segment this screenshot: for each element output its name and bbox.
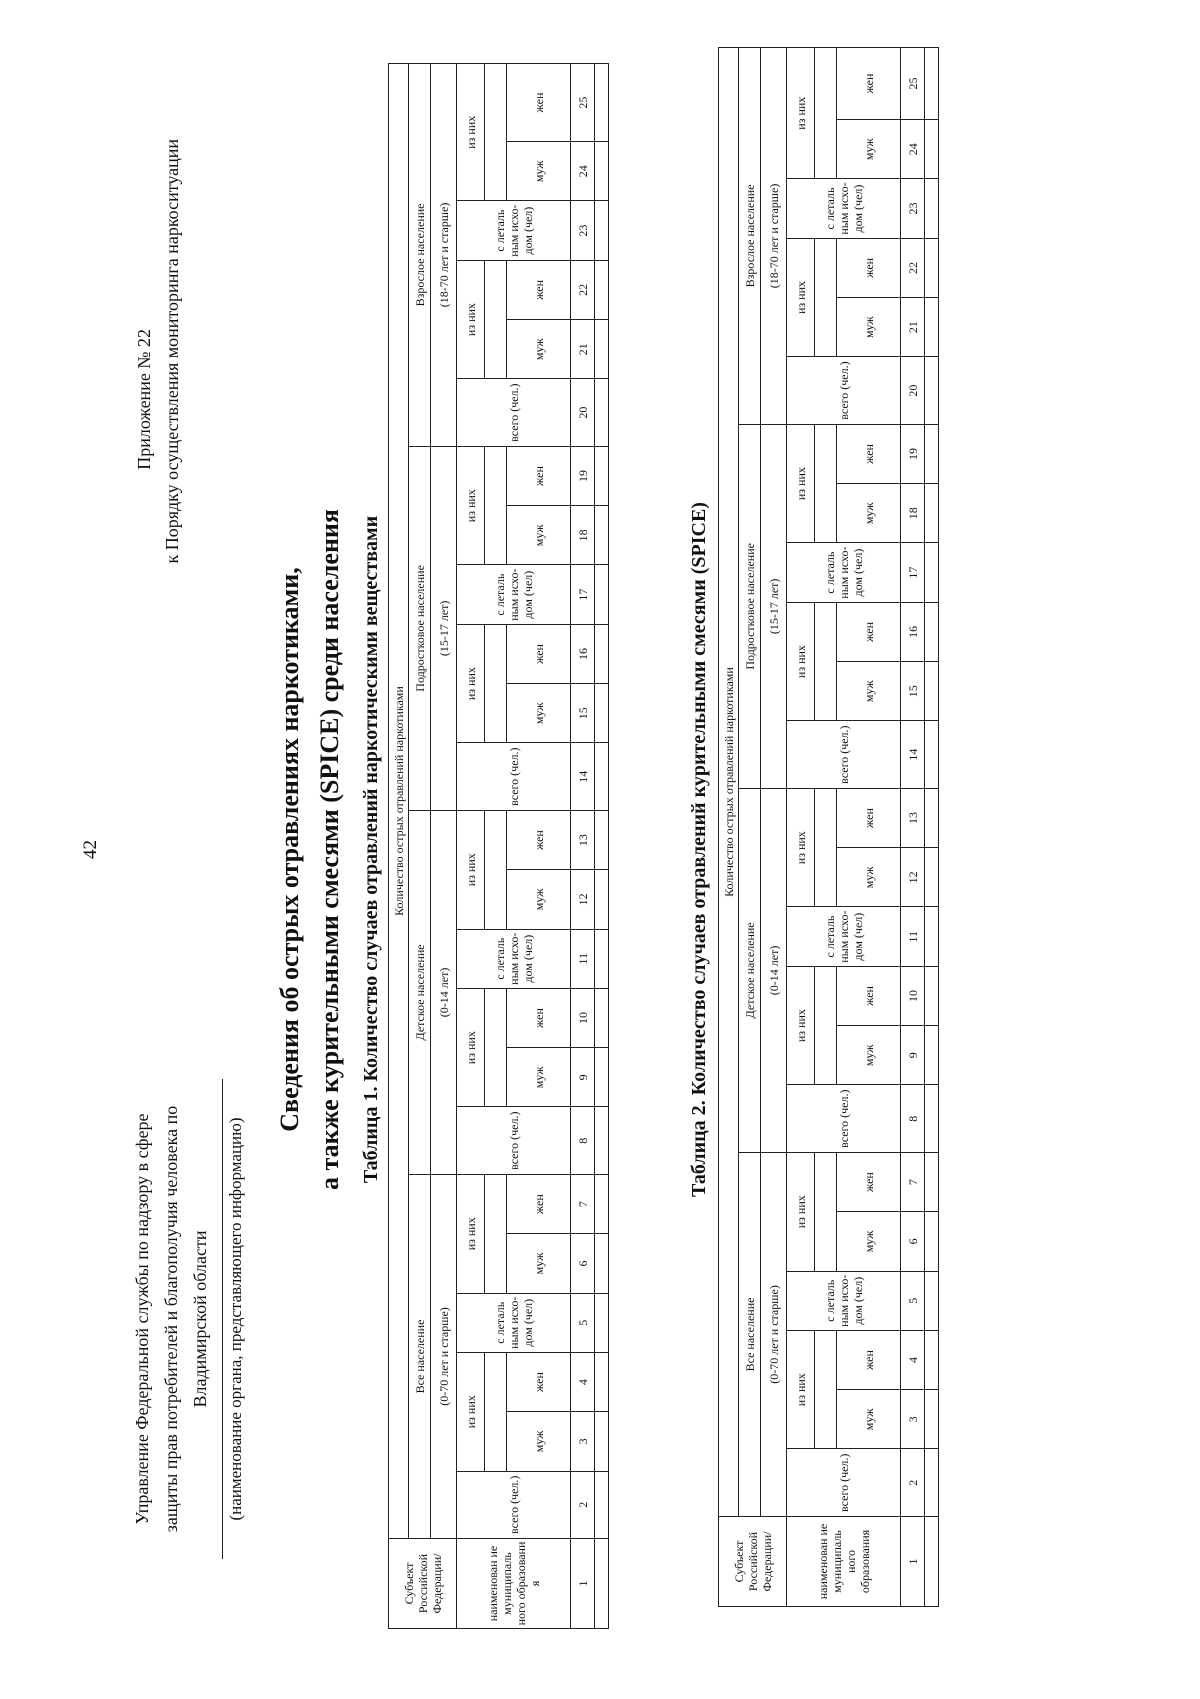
column-number: 4 xyxy=(571,1352,595,1411)
table-1-caption: Таблица 1. Количество случаев отравлений наркотическими веществами xyxy=(360,515,382,1184)
data-cell[interactable] xyxy=(595,506,609,565)
data-cell[interactable] xyxy=(595,1412,609,1471)
header-subject: Субъект Российской Федерации/ xyxy=(389,1539,457,1629)
header-lethal: с леталь ным исхо- дом (чел) xyxy=(787,907,901,966)
data-cell[interactable] xyxy=(595,870,609,929)
data-cell[interactable] xyxy=(595,64,609,142)
table-1 xyxy=(388,63,609,1629)
data-cell[interactable] xyxy=(925,848,939,907)
data-cell[interactable] xyxy=(925,238,939,297)
data-cell[interactable] xyxy=(925,424,939,483)
header-male: муж xyxy=(837,1212,901,1271)
header-lethal: с леталь ным исхо- дом (чел) xyxy=(787,1271,901,1330)
header-total-persons: всего (чел.) xyxy=(787,721,901,789)
column-number: 6 xyxy=(901,1212,925,1271)
group-all-name: Все население xyxy=(739,1152,761,1516)
column-number: 15 xyxy=(901,662,925,721)
data-cell[interactable] xyxy=(595,988,609,1047)
header-male: муж xyxy=(837,298,901,357)
header-of-them: из них xyxy=(457,988,485,1107)
data-cell[interactable] xyxy=(595,929,609,988)
header-municipality: наименован ие муниципаль ного образовани я xyxy=(457,1539,571,1629)
header-of-them: из них xyxy=(457,810,485,929)
header-female: жен xyxy=(507,810,571,869)
column-number: 13 xyxy=(571,810,595,869)
appendix-reference: к Порядку осуществления мониторинга наркоситуации xyxy=(162,139,182,564)
document-title-line-1: Сведения об острых отравлениях наркотиками, xyxy=(275,567,304,1132)
header-lethal: с леталь ным исхо- дом (чел) xyxy=(457,929,571,988)
header-male: муж xyxy=(837,1026,901,1085)
column-number: 22 xyxy=(901,238,925,297)
data-cell[interactable] xyxy=(925,1390,939,1449)
header-female: жен xyxy=(837,424,901,483)
header-male: муж xyxy=(507,1234,571,1293)
header-female: жен xyxy=(837,48,901,120)
column-number: 11 xyxy=(571,929,595,988)
header-of-them: из них xyxy=(787,1330,815,1449)
header-lethal: с леталь ным исхо- дом (чел) xyxy=(787,179,901,238)
header-of-them: из них xyxy=(457,1174,485,1293)
data-cell[interactable] xyxy=(595,201,609,260)
column-number: 18 xyxy=(901,484,925,543)
column-number: 2 xyxy=(901,1449,925,1517)
header-female: жен xyxy=(837,602,901,661)
header-female: жен xyxy=(507,446,571,505)
header-spacer xyxy=(485,1352,507,1471)
document-title xyxy=(270,0,350,1699)
data-cell[interactable] xyxy=(595,1174,609,1233)
column-number: 1 xyxy=(901,1517,925,1607)
column-number: 25 xyxy=(571,64,595,142)
data-cell[interactable] xyxy=(925,1271,939,1330)
group-teens-name: Подростковое население xyxy=(409,446,431,810)
header-male: муж xyxy=(507,1412,571,1471)
header-spacer xyxy=(815,966,837,1085)
data-row xyxy=(925,48,939,1607)
data-cell[interactable] xyxy=(925,543,939,602)
group-teens-range: (15-17 лет) xyxy=(761,424,787,788)
header-total-persons: всего (чел.) xyxy=(787,1449,901,1517)
column-number-row xyxy=(571,64,595,1629)
header-female: жен xyxy=(507,260,571,319)
group-all-range: (0-70 лет и старше) xyxy=(761,1152,787,1516)
group-adults-name: Взрослое население xyxy=(739,48,761,425)
column-number: 19 xyxy=(901,424,925,483)
column-number: 12 xyxy=(571,870,595,929)
header-male: муж xyxy=(507,506,571,565)
column-number: 16 xyxy=(901,602,925,661)
header-spacer xyxy=(485,446,507,565)
column-number: 14 xyxy=(901,721,925,789)
data-cell[interactable] xyxy=(925,48,939,120)
data-cell[interactable] xyxy=(925,1085,939,1153)
header-spacer xyxy=(815,424,837,543)
header-total-persons: всего (чел.) xyxy=(457,1107,571,1174)
column-number: 9 xyxy=(571,1048,595,1107)
data-cell[interactable] xyxy=(595,1107,609,1174)
header-male: муж xyxy=(507,320,571,379)
data-cell[interactable] xyxy=(595,1048,609,1107)
data-cell[interactable] xyxy=(925,1026,939,1085)
data-cell[interactable] xyxy=(595,1293,609,1352)
header-of-them: из них xyxy=(457,64,485,201)
column-number: 5 xyxy=(901,1271,925,1330)
data-cell[interactable] xyxy=(595,743,609,810)
header-spacer xyxy=(815,1330,837,1449)
column-number: 2 xyxy=(571,1471,595,1538)
column-number: 21 xyxy=(571,320,595,379)
data-cell[interactable] xyxy=(595,810,609,869)
header-spacer xyxy=(815,602,837,721)
column-number: 24 xyxy=(901,120,925,179)
column-number: 1 xyxy=(571,1539,595,1629)
group-teens-range: (15-17 лет) xyxy=(431,446,457,810)
header-total-cases: Количество острых отравлений наркотиками xyxy=(389,64,409,1539)
header-of-them: из них xyxy=(787,788,815,907)
column-number: 10 xyxy=(571,988,595,1047)
column-number: 3 xyxy=(571,1412,595,1471)
column-number: 9 xyxy=(901,1026,925,1085)
data-cell[interactable] xyxy=(925,1517,939,1607)
header-male: муж xyxy=(837,662,901,721)
data-cell[interactable] xyxy=(595,446,609,505)
column-number: 6 xyxy=(571,1234,595,1293)
header-of-them: из них xyxy=(457,624,485,743)
group-children-range: (0-14 лет) xyxy=(431,810,457,1174)
column-number: 15 xyxy=(571,684,595,743)
column-number: 14 xyxy=(571,743,595,810)
appendix-note xyxy=(130,139,186,1699)
header-male: муж xyxy=(507,870,571,929)
data-cell[interactable] xyxy=(595,1471,609,1538)
data-cell[interactable] xyxy=(595,142,609,201)
header-lethal: с леталь ным исхо- дом (чел) xyxy=(457,201,571,260)
data-cell[interactable] xyxy=(595,1352,609,1411)
column-number: 7 xyxy=(901,1152,925,1211)
header-municipality: наименован ие муниципаль ного образования xyxy=(787,1517,901,1607)
data-cell[interactable] xyxy=(595,1539,609,1629)
header-female: жен xyxy=(837,1152,901,1211)
header-of-them: из них xyxy=(787,238,815,357)
header-male: муж xyxy=(507,142,571,201)
header-female: жен xyxy=(507,1352,571,1411)
group-children-range: (0-14 лет) xyxy=(761,788,787,1152)
header-female: жен xyxy=(507,624,571,683)
data-cell[interactable] xyxy=(925,662,939,721)
table-2 xyxy=(718,47,939,1607)
header-male: муж xyxy=(507,684,571,743)
organization-underline xyxy=(222,1079,223,1559)
header-total-persons: всего (чел.) xyxy=(457,1471,571,1538)
header-female: жен xyxy=(837,788,901,847)
header-female: жен xyxy=(507,1174,571,1233)
organization-line-1: Управление Федеральной службы по надзору в сфере xyxy=(132,1113,152,1525)
data-cell[interactable] xyxy=(925,1152,939,1211)
header-spacer xyxy=(485,64,507,201)
header-of-them: из них xyxy=(787,602,815,721)
column-number: 22 xyxy=(571,260,595,319)
group-all-range: (0-70 лет и старше) xyxy=(431,1174,457,1538)
page-number: 42 xyxy=(80,840,101,859)
data-cell[interactable] xyxy=(595,684,609,743)
header-female: жен xyxy=(837,238,901,297)
data-cell[interactable] xyxy=(595,565,609,624)
data-cell[interactable] xyxy=(925,1212,939,1271)
header-of-them: из них xyxy=(457,446,485,565)
column-number: 20 xyxy=(901,357,925,425)
data-cell[interactable] xyxy=(595,260,609,319)
data-cell[interactable] xyxy=(925,788,939,847)
column-number: 21 xyxy=(901,298,925,357)
data-cell[interactable] xyxy=(595,379,609,446)
data-cell[interactable] xyxy=(925,357,939,425)
header-of-them: из них xyxy=(787,1152,815,1271)
data-cell[interactable] xyxy=(925,721,939,789)
group-children-name: Детское население xyxy=(409,810,431,1174)
column-number: 10 xyxy=(901,966,925,1025)
data-cell[interactable] xyxy=(925,1330,939,1389)
column-number: 11 xyxy=(901,907,925,966)
data-cell[interactable] xyxy=(925,1449,939,1517)
column-number: 17 xyxy=(571,565,595,624)
data-cell[interactable] xyxy=(925,602,939,661)
data-cell[interactable] xyxy=(925,907,939,966)
data-cell[interactable] xyxy=(925,966,939,1025)
data-row xyxy=(595,64,609,1629)
column-number: 24 xyxy=(571,142,595,201)
organization-line-2: защиты прав потребителей и благополучия человека по xyxy=(161,1105,181,1533)
header-female: жен xyxy=(507,64,571,142)
header-male: муж xyxy=(507,1048,571,1107)
organization-line-3: Владимирской области xyxy=(190,1230,210,1408)
header-subject: Субъект Российской Федерации/ xyxy=(719,1517,787,1607)
header-female: жен xyxy=(507,988,571,1047)
header-spacer xyxy=(485,1174,507,1293)
appendix-number: Приложение № 22 xyxy=(134,329,154,470)
column-number: 12 xyxy=(901,848,925,907)
column-number: 7 xyxy=(571,1174,595,1233)
header-lethal: с леталь ным исхо- дом (чел) xyxy=(787,543,901,602)
data-cell[interactable] xyxy=(595,320,609,379)
header-total-persons: всего (чел.) xyxy=(787,1085,901,1153)
column-number: 13 xyxy=(901,788,925,847)
header-spacer xyxy=(485,810,507,929)
data-cell[interactable] xyxy=(925,484,939,543)
header-of-them: из них xyxy=(457,1352,485,1471)
header-male: муж xyxy=(837,1390,901,1449)
group-teens-name: Подростковое население xyxy=(739,424,761,788)
document-title-line-2: а также курительными смесями (SPICE) среди населения xyxy=(315,509,344,1190)
header-total-persons: всего (чел.) xyxy=(457,743,571,810)
column-number: 8 xyxy=(571,1107,595,1174)
column-number: 18 xyxy=(571,506,595,565)
header-female: жен xyxy=(837,966,901,1025)
column-number: 23 xyxy=(901,179,925,238)
header-lethal: с леталь ным исхо- дом (чел) xyxy=(457,1293,571,1352)
header-male: муж xyxy=(837,120,901,179)
data-cell[interactable] xyxy=(925,179,939,238)
header-spacer xyxy=(815,788,837,907)
header-spacer xyxy=(815,238,837,357)
column-number: 23 xyxy=(571,201,595,260)
header-total-persons: всего (чел.) xyxy=(457,379,571,446)
group-adults-name: Взрослое население xyxy=(409,64,431,447)
header-male: муж xyxy=(837,484,901,543)
column-number: 3 xyxy=(901,1390,925,1449)
column-number: 16 xyxy=(571,624,595,683)
data-cell[interactable] xyxy=(925,298,939,357)
column-number: 4 xyxy=(901,1330,925,1389)
group-all-name: Все население xyxy=(409,1174,431,1538)
column-number-row xyxy=(901,48,925,1607)
header-total-persons: всего (чел.) xyxy=(787,357,901,425)
header-of-them: из них xyxy=(787,48,815,179)
header-of-them: из них xyxy=(787,424,815,543)
header-total-cases: Количество острых отравлений наркотиками xyxy=(719,48,739,1517)
header-of-them: из них xyxy=(457,260,485,379)
header-spacer xyxy=(485,260,507,379)
data-cell[interactable] xyxy=(595,1234,609,1293)
column-number: 17 xyxy=(901,543,925,602)
header-spacer xyxy=(485,624,507,743)
data-cell[interactable] xyxy=(595,624,609,683)
column-number: 5 xyxy=(571,1293,595,1352)
data-cell[interactable] xyxy=(925,120,939,179)
column-number: 25 xyxy=(901,48,925,120)
group-adults-range: (18-70 лет и старше) xyxy=(761,48,787,425)
column-number: 8 xyxy=(901,1085,925,1153)
group-children-name: Детское население xyxy=(739,788,761,1152)
header-male: муж xyxy=(837,848,901,907)
header-spacer xyxy=(815,48,837,179)
header-spacer xyxy=(485,988,507,1107)
column-number: 19 xyxy=(571,446,595,505)
header-spacer xyxy=(815,1152,837,1271)
organization-caption: (наименование органа, представляющего информацию) xyxy=(226,1117,245,1521)
header-female: жен xyxy=(837,1330,901,1389)
column-number: 20 xyxy=(571,379,595,446)
header-of-them: из них xyxy=(787,966,815,1085)
header-lethal: с леталь ным исхо- дом (чел) xyxy=(457,565,571,624)
table-2-caption: Таблица 2. Количество случаев отравлений курительными смесями (SPICE) xyxy=(688,502,710,1197)
group-adults-range: (18-70 лет и старше) xyxy=(431,64,457,447)
